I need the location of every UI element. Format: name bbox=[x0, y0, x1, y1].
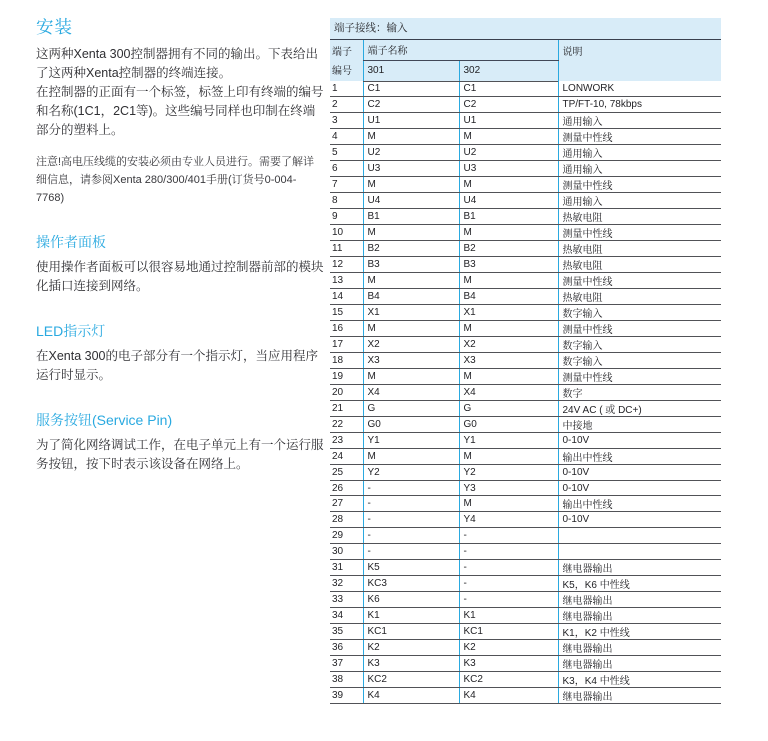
header-terminal-number-line2: 编号 bbox=[332, 66, 352, 77]
table-row bbox=[330, 464, 721, 480]
cell-name-302: KC2 bbox=[459, 671, 558, 687]
cell-name-301: - bbox=[363, 496, 459, 512]
cell-terminal-number: 20 bbox=[330, 385, 363, 401]
header-description: 说明 bbox=[558, 40, 721, 81]
cell-name-302: Y3 bbox=[459, 480, 558, 496]
cell-name-302: B4 bbox=[459, 289, 558, 305]
cell-name-301: Y1 bbox=[363, 433, 459, 449]
cell-description: 24V AC ( 或 DC+) bbox=[558, 401, 721, 417]
cell-description: 继电器输出 bbox=[558, 559, 721, 575]
cell-name-301: G0 bbox=[363, 417, 459, 433]
table-row bbox=[330, 687, 721, 703]
header-model-302: 302 bbox=[459, 60, 558, 81]
install-paragraph-2: 在控制器的正面有一个标签，标签上印有终端的编号和名称(1C1，2C1等)。这些编号同样也印制在终端部分的塑料上。 bbox=[36, 85, 324, 137]
cell-name-302: M bbox=[459, 177, 558, 193]
cell-name-301: X3 bbox=[363, 353, 459, 369]
cell-name-301: M bbox=[363, 321, 459, 337]
cell-terminal-number: 13 bbox=[330, 273, 363, 289]
cell-description: K1，K2 中性线 bbox=[558, 623, 721, 639]
cell-name-302: K2 bbox=[459, 639, 558, 655]
cell-terminal-number: 34 bbox=[330, 607, 363, 623]
cell-name-301: X4 bbox=[363, 385, 459, 401]
cell-description: 0-10V bbox=[558, 433, 721, 449]
cell-name-302: M bbox=[459, 129, 558, 145]
cell-name-301: M bbox=[363, 448, 459, 464]
cell-description: 通用输入 bbox=[558, 145, 721, 161]
cell-name-301: U4 bbox=[363, 193, 459, 209]
cell-description: K3，K4 中性线 bbox=[558, 671, 721, 687]
table-row bbox=[330, 591, 721, 607]
cell-name-301: C1 bbox=[363, 81, 459, 97]
table-row bbox=[330, 544, 721, 560]
table-row bbox=[330, 177, 721, 193]
table-row bbox=[330, 257, 721, 273]
cell-terminal-number: 4 bbox=[330, 129, 363, 145]
cell-description: 通用输入 bbox=[558, 193, 721, 209]
header-model-301: 301 bbox=[363, 60, 459, 81]
table-row bbox=[330, 193, 721, 209]
cell-name-301: KC2 bbox=[363, 671, 459, 687]
table-row bbox=[330, 528, 721, 544]
table-row bbox=[330, 129, 721, 145]
cell-description: 测量中性线 bbox=[558, 129, 721, 145]
table-row bbox=[330, 575, 721, 591]
cell-name-302: X3 bbox=[459, 353, 558, 369]
terminal-table-body bbox=[330, 81, 721, 703]
cell-description: 继电器输出 bbox=[558, 591, 721, 607]
cell-name-302: M bbox=[459, 448, 558, 464]
cell-name-302: C1 bbox=[459, 81, 558, 97]
table-row bbox=[330, 225, 721, 241]
cell-description: 0-10V bbox=[558, 512, 721, 528]
cell-name-301: K4 bbox=[363, 687, 459, 703]
cell-name-302: Y2 bbox=[459, 464, 558, 480]
section-heading-operator-panel: 操作者面板 bbox=[36, 234, 106, 250]
cell-name-301: K5 bbox=[363, 559, 459, 575]
cell-name-301: G bbox=[363, 401, 459, 417]
table-row bbox=[330, 113, 721, 129]
cell-name-301: K6 bbox=[363, 591, 459, 607]
install-paragraph-1: 这两种Xenta 300控制器拥有不同的输出。下表给出了这两种Xenta控制器的终端连接。 bbox=[36, 47, 318, 80]
cell-terminal-number: 16 bbox=[330, 321, 363, 337]
cell-name-302: B2 bbox=[459, 241, 558, 257]
cell-terminal-number: 18 bbox=[330, 353, 363, 369]
table-row bbox=[330, 607, 721, 623]
cell-terminal-number: 38 bbox=[330, 671, 363, 687]
table-row bbox=[330, 81, 721, 97]
cell-description bbox=[558, 528, 721, 544]
cell-terminal-number: 28 bbox=[330, 512, 363, 528]
table-row bbox=[330, 512, 721, 528]
cell-terminal-number: 29 bbox=[330, 528, 363, 544]
cell-description: 数字 bbox=[558, 385, 721, 401]
cell-description: 继电器输出 bbox=[558, 687, 721, 703]
cell-name-302: X4 bbox=[459, 385, 558, 401]
cell-name-301: X2 bbox=[363, 337, 459, 353]
cell-name-301: U3 bbox=[363, 161, 459, 177]
cell-name-302: - bbox=[459, 559, 558, 575]
cell-name-301: K1 bbox=[363, 607, 459, 623]
table-title-bar: 端子接线：输入 bbox=[330, 18, 721, 40]
cell-description: 测量中性线 bbox=[558, 273, 721, 289]
cell-terminal-number: 12 bbox=[330, 257, 363, 273]
cell-description: 热敏电阻 bbox=[558, 289, 721, 305]
table-row bbox=[330, 671, 721, 687]
cell-terminal-number: 10 bbox=[330, 225, 363, 241]
cell-name-301: U2 bbox=[363, 145, 459, 161]
cell-terminal-number: 23 bbox=[330, 433, 363, 449]
cell-description: 继电器输出 bbox=[558, 639, 721, 655]
cell-terminal-number: 27 bbox=[330, 496, 363, 512]
header-terminal-number-line1: 端子 bbox=[332, 47, 352, 58]
cell-terminal-number: 21 bbox=[330, 401, 363, 417]
cell-name-301: U1 bbox=[363, 113, 459, 129]
cell-name-302: G0 bbox=[459, 417, 558, 433]
cell-terminal-number: 31 bbox=[330, 559, 363, 575]
left-text-column bbox=[36, 14, 324, 474]
cell-name-302: K3 bbox=[459, 655, 558, 671]
cell-name-301: B4 bbox=[363, 289, 459, 305]
cell-terminal-number: 35 bbox=[330, 623, 363, 639]
cell-name-301: - bbox=[363, 512, 459, 528]
table-row bbox=[330, 559, 721, 575]
cell-terminal-number: 25 bbox=[330, 464, 363, 480]
cell-name-301: M bbox=[363, 273, 459, 289]
cell-terminal-number: 24 bbox=[330, 448, 363, 464]
cell-description: 继电器输出 bbox=[558, 607, 721, 623]
cell-name-302: - bbox=[459, 575, 558, 591]
cell-terminal-number: 15 bbox=[330, 305, 363, 321]
cell-name-302: X2 bbox=[459, 337, 558, 353]
cell-name-301: B1 bbox=[363, 209, 459, 225]
cell-name-302: Y1 bbox=[459, 433, 558, 449]
cell-description: 中接地 bbox=[558, 417, 721, 433]
cell-name-302: M bbox=[459, 369, 558, 385]
table-row bbox=[330, 97, 721, 113]
cell-name-301: Y2 bbox=[363, 464, 459, 480]
led-indicator-paragraph: 在Xenta 300的电子部分有一个指示灯，当应用程序运行时显示。 bbox=[36, 349, 318, 382]
cell-description: 热敏电阻 bbox=[558, 209, 721, 225]
table-row bbox=[330, 417, 721, 433]
cell-name-302: C2 bbox=[459, 97, 558, 113]
cell-name-302: KC1 bbox=[459, 623, 558, 639]
cell-name-301: K2 bbox=[363, 639, 459, 655]
table-row bbox=[330, 385, 721, 401]
table-row bbox=[330, 209, 721, 225]
table-row bbox=[330, 305, 721, 321]
cell-description: 测量中性线 bbox=[558, 225, 721, 241]
cell-terminal-number: 6 bbox=[330, 161, 363, 177]
cell-terminal-number: 14 bbox=[330, 289, 363, 305]
table-row bbox=[330, 448, 721, 464]
cell-name-302: - bbox=[459, 544, 558, 560]
cell-name-301: - bbox=[363, 528, 459, 544]
table-row bbox=[330, 369, 721, 385]
cell-description bbox=[558, 544, 721, 560]
table-row bbox=[330, 401, 721, 417]
cell-name-302: X1 bbox=[459, 305, 558, 321]
table-row bbox=[330, 145, 721, 161]
cell-name-301: M bbox=[363, 225, 459, 241]
table-row bbox=[330, 289, 721, 305]
cell-name-302: B1 bbox=[459, 209, 558, 225]
cell-terminal-number: 39 bbox=[330, 687, 363, 703]
cell-name-302: B3 bbox=[459, 257, 558, 273]
table-row bbox=[330, 321, 721, 337]
cell-terminal-number: 22 bbox=[330, 417, 363, 433]
cell-name-301: C2 bbox=[363, 97, 459, 113]
cell-name-301: KC1 bbox=[363, 623, 459, 639]
terminal-table-header bbox=[330, 40, 721, 81]
cell-description: K5，K6 中性线 bbox=[558, 575, 721, 591]
section-heading-install: 安装 bbox=[36, 17, 73, 37]
cell-terminal-number: 3 bbox=[330, 113, 363, 129]
cell-description: 热敏电阻 bbox=[558, 241, 721, 257]
cell-terminal-number: 9 bbox=[330, 209, 363, 225]
header-terminal-number bbox=[330, 40, 363, 81]
cell-name-302: M bbox=[459, 321, 558, 337]
table-row bbox=[330, 639, 721, 655]
cell-description: 测量中性线 bbox=[558, 369, 721, 385]
cell-terminal-number: 33 bbox=[330, 591, 363, 607]
cell-terminal-number: 1 bbox=[330, 81, 363, 97]
header-terminal-name: 端子名称 bbox=[363, 40, 558, 60]
cell-description: 继电器输出 bbox=[558, 655, 721, 671]
cell-name-302: U4 bbox=[459, 193, 558, 209]
cell-name-302: M bbox=[459, 225, 558, 241]
table-row bbox=[330, 623, 721, 639]
cell-name-301: M bbox=[363, 129, 459, 145]
cell-description: 数字输入 bbox=[558, 337, 721, 353]
cell-name-302: - bbox=[459, 591, 558, 607]
cell-terminal-number: 17 bbox=[330, 337, 363, 353]
cell-description: 输出中性线 bbox=[558, 448, 721, 464]
table-row bbox=[330, 480, 721, 496]
section-heading-led-indicator: LED指示灯 bbox=[36, 323, 106, 339]
cell-terminal-number: 5 bbox=[330, 145, 363, 161]
cell-name-301: B3 bbox=[363, 257, 459, 273]
cell-name-301: K3 bbox=[363, 655, 459, 671]
cell-description: 0-10V bbox=[558, 464, 721, 480]
cell-terminal-number: 19 bbox=[330, 369, 363, 385]
cell-name-302: U2 bbox=[459, 145, 558, 161]
cell-name-302: M bbox=[459, 273, 558, 289]
cell-description: 数字输入 bbox=[558, 353, 721, 369]
cell-terminal-number: 8 bbox=[330, 193, 363, 209]
cell-name-302: G bbox=[459, 401, 558, 417]
table-row bbox=[330, 353, 721, 369]
cell-terminal-number: 37 bbox=[330, 655, 363, 671]
cell-name-301: M bbox=[363, 177, 459, 193]
table-row bbox=[330, 433, 721, 449]
cell-name-301: - bbox=[363, 480, 459, 496]
install-note: 注意!高电压线缆的安装必须由专业人员进行。需要了解详细信息，请参阅Xenta 280/300/401手册(订货号0-004-7768) bbox=[36, 156, 315, 204]
cell-description: 0-10V bbox=[558, 480, 721, 496]
cell-name-301: X1 bbox=[363, 305, 459, 321]
cell-terminal-number: 2 bbox=[330, 97, 363, 113]
cell-name-302: Y4 bbox=[459, 512, 558, 528]
cell-name-302: M bbox=[459, 496, 558, 512]
cell-terminal-number: 7 bbox=[330, 177, 363, 193]
cell-name-302: U1 bbox=[459, 113, 558, 129]
cell-terminal-number: 11 bbox=[330, 241, 363, 257]
cell-terminal-number: 36 bbox=[330, 639, 363, 655]
cell-terminal-number: 30 bbox=[330, 544, 363, 560]
cell-description: 测量中性线 bbox=[558, 321, 721, 337]
cell-description: LONWORK bbox=[558, 81, 721, 97]
operator-panel-paragraph: 使用操作者面板可以很容易地通过控制器前部的模块化插口连接到网络。 bbox=[36, 260, 324, 293]
cell-description: TP/FT-10, 78kbps bbox=[558, 97, 721, 113]
cell-name-301: - bbox=[363, 544, 459, 560]
cell-terminal-number: 26 bbox=[330, 480, 363, 496]
terminal-table bbox=[330, 40, 721, 704]
cell-description: 数字输入 bbox=[558, 305, 721, 321]
table-row bbox=[330, 273, 721, 289]
cell-description: 通用输入 bbox=[558, 113, 721, 129]
cell-name-302: - bbox=[459, 528, 558, 544]
cell-description: 热敏电阻 bbox=[558, 257, 721, 273]
cell-description: 通用输入 bbox=[558, 161, 721, 177]
section-heading-service-pin: 服务按钮(Service Pin) bbox=[36, 412, 173, 428]
cell-name-302: U3 bbox=[459, 161, 558, 177]
cell-description: 输出中性线 bbox=[558, 496, 721, 512]
cell-name-301: M bbox=[363, 369, 459, 385]
table-row bbox=[330, 655, 721, 671]
cell-name-302: K1 bbox=[459, 607, 558, 623]
table-row bbox=[330, 161, 721, 177]
table-row bbox=[330, 337, 721, 353]
table-row bbox=[330, 496, 721, 512]
cell-description: 测量中性线 bbox=[558, 177, 721, 193]
cell-terminal-number: 32 bbox=[330, 575, 363, 591]
service-pin-paragraph: 为了简化网络调试工作，在电子单元上有一个运行服务按钮，按下时表示该设备在网络上。 bbox=[36, 438, 324, 471]
table-row bbox=[330, 241, 721, 257]
cell-name-302: K4 bbox=[459, 687, 558, 703]
cell-name-301: B2 bbox=[363, 241, 459, 257]
terminal-wiring-table bbox=[330, 18, 721, 704]
cell-name-301: KC3 bbox=[363, 575, 459, 591]
